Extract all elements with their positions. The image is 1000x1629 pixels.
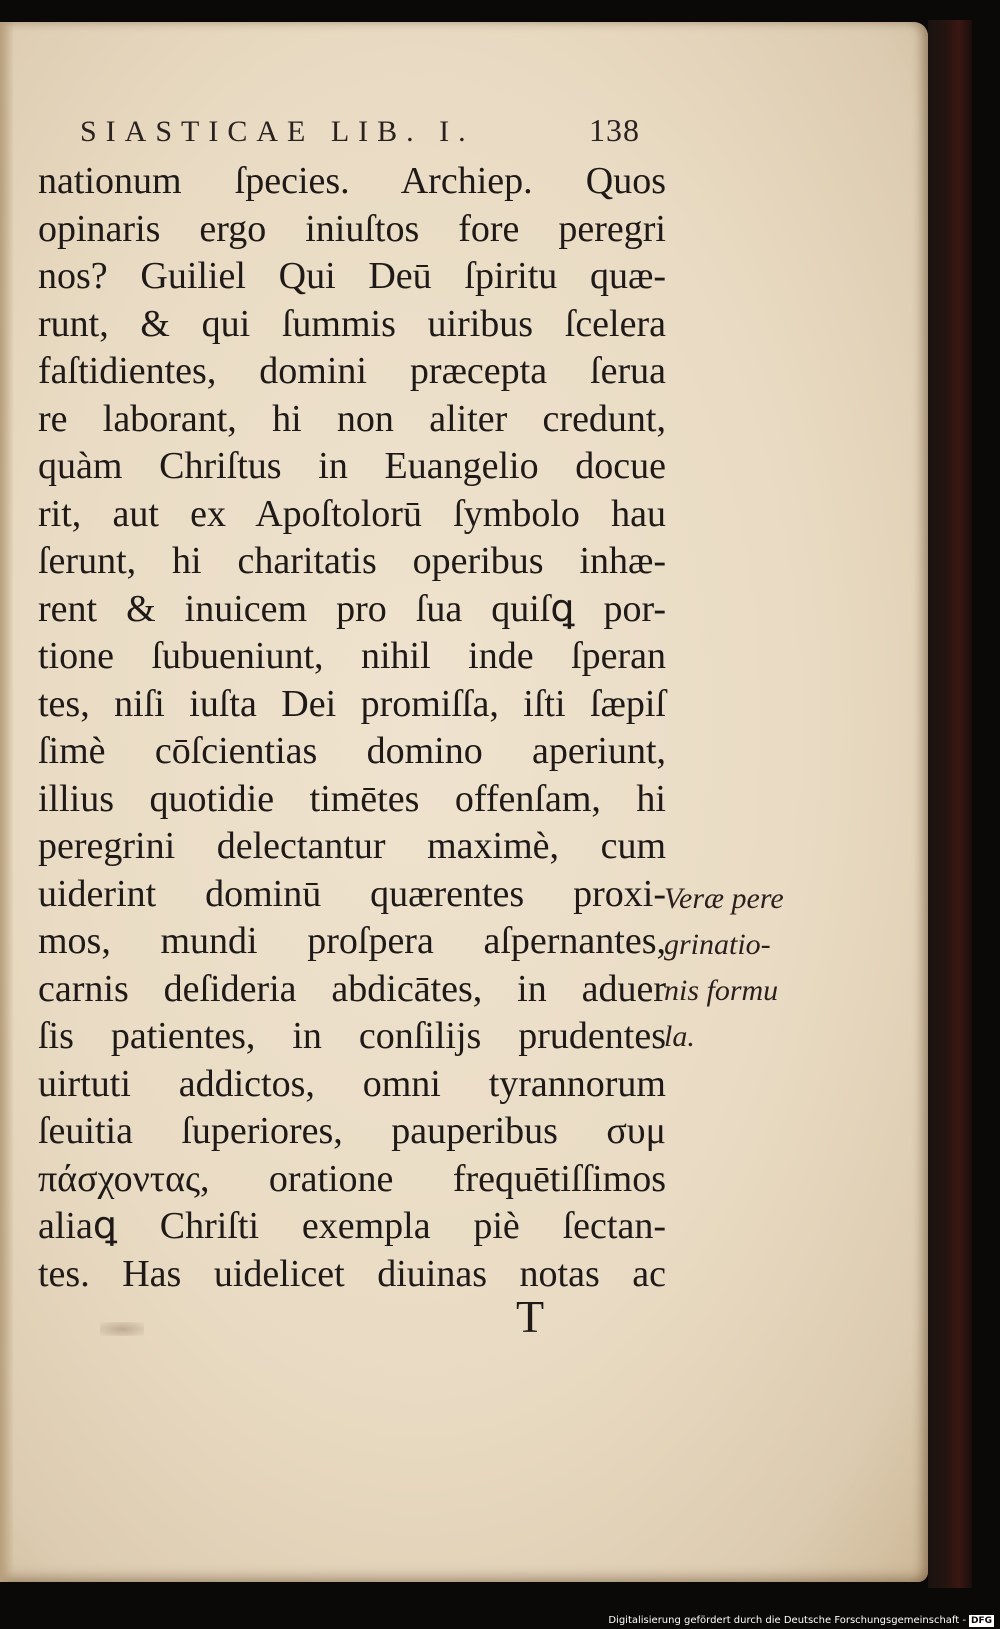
text-line: carnis deſideria abdicātes, in aduer (38, 967, 666, 1010)
running-head-title: SIASTICAE LIB. I. (80, 115, 475, 148)
text-line: ſis patientes, in conſilijs prudentes (38, 1015, 666, 1057)
text-line: runt, & qui ſummis uiribus ſcelera (38, 302, 666, 345)
margin-note (664, 876, 824, 1060)
digitization-footer (0, 1612, 1000, 1629)
book-fore-edge (928, 20, 972, 1588)
text-line: re laborant, hi non aliter credunt, (38, 397, 666, 440)
margin-note-line: Veræ pere (664, 882, 784, 915)
signature-mark: T (516, 1291, 545, 1342)
folio-number: 138 (589, 112, 640, 148)
text-line: tes. Has uidelicet diuinas notas ac (38, 1252, 666, 1295)
text-line: peregrini delectantur maximè, cum (38, 825, 666, 867)
margin-note-line: nis formu (664, 974, 779, 1007)
text-line: uiderint dominū quærentes proxi- (38, 872, 666, 915)
main-text-block (38, 158, 678, 1298)
text-line: illius quotidie timētes offenſam, hi (38, 777, 666, 820)
running-head (80, 112, 640, 149)
text-line: nos? Guiliel Qui Deū ſpiritu quæ- (38, 255, 666, 297)
text-line: ſerunt, hi charitatis operibus inhæ- (38, 540, 666, 582)
text-line: tes, niſi iuſta Dei promiſſa, iſti ſæpiſ (38, 682, 666, 725)
page-gutter-shadow (0, 22, 14, 1582)
text-line: rit, aut ex Apoſtolorū ſymbolo hau (38, 492, 666, 535)
text-line: opinaris ergo iniuſtos fore peregri (38, 207, 666, 250)
dfg-logo: DFG (970, 1616, 992, 1626)
text-line: rent & inuicem pro ſua quiſꝗ por- (38, 587, 666, 630)
text-line: mos, mundi proſpera aſpernantes, (38, 920, 666, 962)
text-line: faſtidientes, domini præcepta ſerua (38, 350, 666, 392)
ink-smudge (100, 1322, 144, 1336)
text-line: nationum ſpecies. Archiep. Quos (38, 160, 666, 202)
text-line: πάσχοντας, oratione frequētiſſimos (38, 1157, 666, 1200)
text-line: ſimè cōſcientias domino aperiunt, (38, 730, 666, 772)
text-line: aliaꝗ Chriſti exempla piè ſectan- (38, 1205, 666, 1247)
margin-note-line: la. (664, 1020, 695, 1053)
text-line: tione ſubueniunt, nihil inde ſperan (38, 635, 666, 677)
text-line: ſeuitia ſuperiores, pauperibus συμ (38, 1110, 666, 1152)
footer-credit: Digitalisierung gefördert durch die Deutsche Forschungsgemeinschaft - (608, 1615, 966, 1626)
text-line: quàm Chriſtus in Euangelio docue (38, 445, 666, 487)
margin-note-line: grinatio- (664, 928, 771, 961)
text-line: uirtuti addictos, omni tyrannorum (38, 1062, 666, 1105)
